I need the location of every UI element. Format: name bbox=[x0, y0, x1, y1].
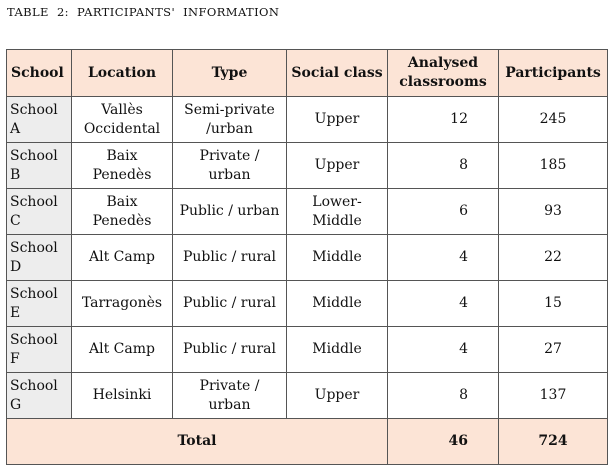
participants-table bbox=[6, 49, 608, 465]
table-row bbox=[7, 97, 608, 143]
cell-participants: 22 bbox=[499, 235, 608, 281]
cell-classrooms: 4 bbox=[388, 327, 499, 373]
cell-participants: 93 bbox=[499, 189, 608, 235]
cell-classrooms: 6 bbox=[388, 189, 499, 235]
cell-type: Public / rural bbox=[173, 281, 287, 327]
cell-school: School G bbox=[7, 373, 72, 419]
cell-classrooms: 12 bbox=[388, 97, 499, 143]
cell-social-class: Middle bbox=[287, 281, 388, 327]
header-row bbox=[7, 50, 608, 97]
cell-social-class: Upper bbox=[287, 97, 388, 143]
cell-location: Baix Penedès bbox=[72, 189, 173, 235]
header-participants: Participants bbox=[499, 50, 608, 97]
cell-school: School D bbox=[7, 235, 72, 281]
cell-participants: 15 bbox=[499, 281, 608, 327]
cell-classrooms: 8 bbox=[388, 373, 499, 419]
cell-participants: 27 bbox=[499, 327, 608, 373]
cell-location: Alt Camp bbox=[72, 235, 173, 281]
table-row bbox=[7, 189, 608, 235]
cell-participants: 185 bbox=[499, 143, 608, 189]
cell-type: Semi-private /urban bbox=[173, 97, 287, 143]
header-location: Location bbox=[72, 50, 173, 97]
header-school: School bbox=[7, 50, 72, 97]
table-row bbox=[7, 143, 608, 189]
cell-location: Baix Penedès bbox=[72, 143, 173, 189]
cell-location: Helsinki bbox=[72, 373, 173, 419]
cell-type: Private / urban bbox=[173, 373, 287, 419]
cell-participants: 245 bbox=[499, 97, 608, 143]
cell-school: School B bbox=[7, 143, 72, 189]
cell-school: School E bbox=[7, 281, 72, 327]
cell-location: Vallès Occidental bbox=[72, 97, 173, 143]
table-row bbox=[7, 327, 608, 373]
cell-school: School F bbox=[7, 327, 72, 373]
cell-participants: 137 bbox=[499, 373, 608, 419]
total-label: Total bbox=[7, 419, 388, 465]
header-type: Type bbox=[173, 50, 287, 97]
header-classrooms: Analysed classrooms bbox=[388, 50, 499, 97]
cell-type: Private / urban bbox=[173, 143, 287, 189]
total-row bbox=[7, 419, 608, 465]
cell-social-class: Upper bbox=[287, 373, 388, 419]
table-row bbox=[7, 235, 608, 281]
cell-classrooms: 4 bbox=[388, 281, 499, 327]
total-participants: 724 bbox=[499, 419, 608, 465]
table-row bbox=[7, 373, 608, 419]
total-classrooms: 46 bbox=[388, 419, 499, 465]
cell-location: Alt Camp bbox=[72, 327, 173, 373]
table-caption: TABLE 2: PARTICIPANTS' INFORMATION bbox=[7, 5, 280, 19]
cell-social-class: Upper bbox=[287, 143, 388, 189]
header-social-class: Social class bbox=[287, 50, 388, 97]
table-row bbox=[7, 281, 608, 327]
cell-location: Tarragonès bbox=[72, 281, 173, 327]
cell-school: School A bbox=[7, 97, 72, 143]
cell-type: Public / rural bbox=[173, 327, 287, 373]
cell-type: Public / urban bbox=[173, 189, 287, 235]
cell-school: School C bbox=[7, 189, 72, 235]
cell-social-class: Lower-Middle bbox=[287, 189, 388, 235]
cell-classrooms: 8 bbox=[388, 143, 499, 189]
cell-type: Public / rural bbox=[173, 235, 287, 281]
cell-classrooms: 4 bbox=[388, 235, 499, 281]
cell-social-class: Middle bbox=[287, 327, 388, 373]
cell-social-class: Middle bbox=[287, 235, 388, 281]
